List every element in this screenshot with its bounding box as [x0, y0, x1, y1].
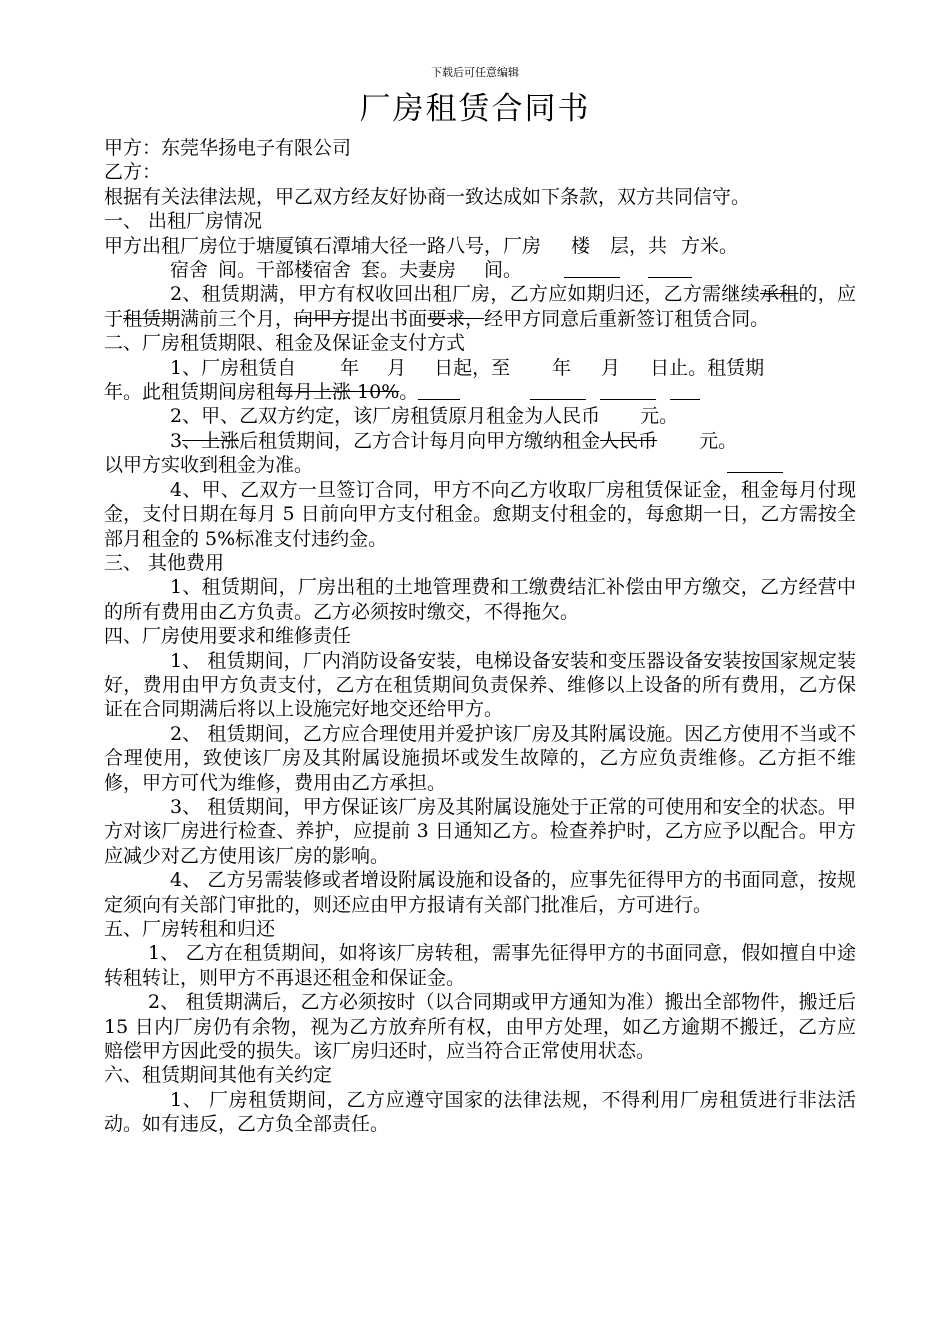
strikethrough-text: 要求， [427, 307, 485, 330]
section-1-para-2: 2、租赁期满，甲方有权收回出租厂房，乙方应如期归还，乙方需继续承租的，应于租赁期满前三个月，向甲方提出书面要求，经甲方同意后重新签订租赁合同。 [104, 283, 856, 330]
blank-line [648, 265, 692, 278]
section-3-para-1: 1、租赁期间，厂房出租的土地管理费和工缴费结汇补偿由甲方缴交，乙方经营中的所有费用由乙方负责。乙方必须按时缴交，不得拖欠。 [104, 576, 856, 623]
section-4-para-3: 3、 租赁期间，甲方保证该厂房及其附属设施处于正常的可使用和安全的状态。甲方对该厂房进行检查、养护，应提前 3 日通知乙方。检查养护时，乙方应予以配合。甲方应减少对乙方使用该厂房的影响。 [104, 795, 856, 867]
blank-line [564, 265, 620, 278]
section-1-heading: 一、 出租厂房情况 [104, 210, 263, 233]
strikethrough-text: 、上涨 [182, 429, 240, 452]
party-a: 甲方：东莞华扬电子有限公司 [104, 137, 352, 159]
strikethrough-text: 租赁期 [123, 307, 181, 330]
section-2-para-4: 4、甲、乙双方一旦签订合同，甲方不向乙方收取厂房租赁保证金，租金每月付现金，支付日期在每月 5 日前向甲方支付租金。愈期支付租金的，每愈期一日，乙方需按全部月租金的 5%标准支付违约金。 [104, 478, 856, 550]
strikethrough-text: 向甲方 [294, 307, 352, 330]
strikethrough-text: 人民币 [600, 429, 658, 452]
blank-line [727, 460, 783, 473]
blank-line [418, 387, 460, 400]
section-6-heading: 六、租赁期间其他有关约定 [104, 1064, 333, 1087]
section-5-heading: 五、厂房转租和归还 [104, 918, 276, 940]
section-2-heading: 二、厂房租赁期限、租金及保证金支付方式 [104, 332, 466, 355]
section-1-para-1: 甲方出租厂房位于塘厦镇石潭埔大径一路八号，厂房 楼 层，共 方米。 宿舍 间。干部楼宿舍 套。夫妻房 间。 [104, 234, 739, 282]
section-5-para-2: 2、 租赁期满后，乙方必须按时（以合同期或甲方通知为准）搬出全部物件，搬迁后 15 日内厂房仍有余物，视为乙方放弃所有权，由甲方处理，如乙方逾期不搬迁，乙方应赔偿甲方因此受的损失。该厂房归还时，应当符合正常使用状态。 [104, 991, 856, 1063]
document-title: 厂房租赁合同书 [359, 91, 591, 127]
section-2-para-2: 2、甲、乙双方约定，该厂房租赁原月租金为人民币 元。 [170, 405, 679, 428]
section-2-para-1: 1、厂房租赁自 年 月 日起，至 年 月 日止。租赁期 年。此租赁期间房租每月上涨 10%。 [104, 356, 765, 404]
blank-line [670, 387, 700, 400]
section-4-heading: 四、厂房使用要求和维修责任 [104, 625, 352, 648]
section-4-para-2: 2、 租赁期间，乙方应合理使用并爱护该厂房及其附属设施。因乙方使用不当或不合理使用，致使该厂房及其附属设施损坏或发生故障的，乙方应负责维修。乙方拒不维修，甲方可代为维修，费用由乙方承担。 [104, 722, 856, 794]
strikethrough-text: 承租 [759, 283, 799, 306]
strikethrough-text: 每月上涨 10% [275, 381, 400, 404]
section-3-heading: 三、 其他费用 [104, 551, 225, 574]
section-6-para-1: 1、 厂房租赁期间，乙方应遵守国家的法律法规，不得利用厂房租赁进行非法活动。如有违反，乙方负全部责任。 [104, 1088, 856, 1136]
section-4-para-1: 1、 租赁期间，厂内消防设备安装，电梯设备安装和变压器设备安装按国家规定装好，费用由甲方负责支付，乙方在租赁期间负责保养、维修以上设备的所有费用，乙方保证在合同期满后将以上设施完好地交还给甲方。 [104, 649, 856, 721]
preamble: 根据有关法律法规，甲乙双方经友好协商一致达成如下条款，双方共同信守。 [104, 185, 751, 208]
section-5-para-1: 1、 乙方在租赁期间，如将该厂房转租，需事先征得甲方的书面同意，假如擅自中途转租转让，则甲方不再退还租金和保证金。 [104, 942, 856, 989]
header-note: 下载后可任意编辑 [431, 66, 519, 79]
blank-line [600, 387, 656, 400]
party-b: 乙方： [104, 161, 162, 184]
contract-body [104, 136, 856, 1137]
section-2-para-3: 3、上涨后租赁期间，乙方合计每月向甲方缴纳租金人民币 元。 以甲方实收到租金为准。 [104, 429, 856, 478]
blank-line [530, 387, 586, 400]
section-4-para-4: 4、 乙方另需装修或者增设附属设施和设备的，应事先征得甲方的书面同意，按规定须向有关部门审批的，则还应由甲方报请有关部门批准后，方可进行。 [104, 869, 856, 916]
